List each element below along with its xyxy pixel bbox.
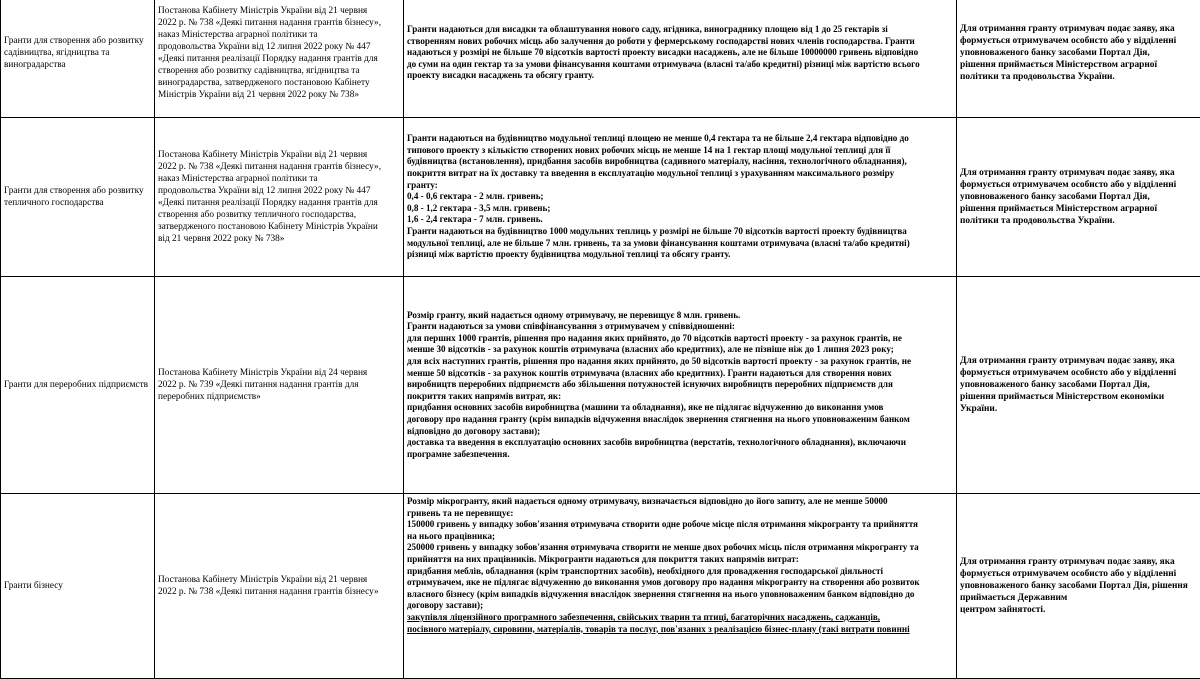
text-line: формується отримувачем особисто або у відділенні (960, 179, 1197, 191)
application-procedure (957, 0, 1200, 118)
text-line: договору про надання гранту (крім випадків відчуження внаслідок звернення стягнення на нього уповноваженим банком (407, 414, 953, 426)
text-line: Для отримання гранту отримувач подає заяву, яка (960, 556, 1197, 568)
text-line: 2022 р. № 739 «Деякі питання надання грантів для (158, 379, 400, 391)
text-line: Гранти надаються на будівництво модульної теплиці площею не менше 0,4 гектара та не більше 2,4 гектара відповідно до (407, 133, 953, 145)
application-procedure (957, 494, 1200, 679)
text-line: відповідно до договору застави); (407, 426, 953, 438)
text-line: для перших 1000 грантів, рішення про надання яких прийнято, до 70 відсотків вартості проекту - за рахунок грантів, не (407, 333, 953, 345)
text-line: модульної теплиці, але не більше 7 млн. гривень, та за умови фінансування коштами отримувача (власні та/або кредитні) (407, 238, 953, 250)
text-line: виноградарства, затвердженого постановою Кабінету (158, 77, 400, 89)
text-line: 2022 р. № 738 «Деякі питання надання грантів бізнесу», (158, 161, 400, 173)
text-line: закупівля ліцензійного програмного забезпечення, свійських тварин та птиці, багаторічних насаджень, саджанців, (407, 612, 953, 624)
text-line: Постанова Кабінету Міністрів України від 21 червня (158, 5, 400, 17)
grant-conditions (404, 0, 957, 118)
grant-name: Гранти для переробних підприємств (1, 277, 155, 494)
table-row (1, 494, 1200, 679)
text-line: 2022 р. № 738 «Деякі питання надання грантів бізнесу», (158, 17, 400, 29)
legal-basis (155, 277, 404, 494)
text-line: Для отримання гранту отримувач подає заяву, яка (960, 167, 1197, 179)
text-line: покриття таких напрямів витрат, як: (407, 391, 953, 403)
text-line: формується отримувачем особисто або у відділенні (960, 568, 1197, 580)
text-line: «Деякі питання реалізації Порядку надання грантів для (158, 197, 400, 209)
text-line: гривень та не перевищує: (407, 508, 953, 520)
text-line: Постанова Кабінету Міністрів України від 21 червня (158, 149, 400, 161)
text-line: Розмір гранту, який надається одному отримувачу, не перевищує 8 млн. гривень. (407, 310, 953, 322)
grant-conditions (404, 494, 957, 679)
text-line: «Деякі питання реалізації Порядку надання грантів для (158, 53, 400, 65)
text-line: продовольства України від 12 липня 2022 року № 447 (158, 41, 400, 53)
text-line: доставка та введення в експлуатацію основних засобів виробництва (верстатів, технологічного обладнання), включаючи (407, 437, 953, 449)
table-row (1, 0, 1200, 118)
grant-name: Гранти для створення або розвитку садівництва, ягідництва та виноградарства (1, 0, 155, 118)
text-line: рішення приймається Міністерством аграрної (960, 203, 1197, 215)
text-line: формується отримувачем особисто або у відділенні (960, 367, 1197, 379)
text-line: Розмір мікрогранту, який надається одному отримувачу, визначається відповідно до його запиту, але не менше 50000 (407, 496, 953, 508)
text-line: гранту: (407, 180, 953, 192)
text-line: уповноваженого банку засобами Портал Дія, (960, 191, 1197, 203)
text-line: створення або розвитку тепличного господарства, (158, 209, 400, 221)
text-line: 250000 гривень у випадку зобов'язання отримувача створити не менше двох робочих місць після отримання мікрогранту та (407, 542, 953, 554)
text-line: Постанова Кабінету Міністрів України від 24 червня (158, 367, 400, 379)
grant-name: Гранти для створення або розвитку тепличного господарства (1, 118, 155, 277)
text-line: для всіх наступних грантів, рішення про надання яких прийнято, до 50 відсотків вартості проекту - за рахунок грантів, не (407, 356, 953, 368)
legal-basis (155, 118, 404, 277)
text-line: Для отримання гранту отримувач подає заяву, яка (960, 23, 1197, 35)
application-procedure (957, 277, 1200, 494)
text-line: програмне забезпечення. (407, 449, 953, 461)
text-line: 1,6 - 2,4 гектара - 7 млн. гривень. (407, 214, 953, 226)
text-line: уповноваженого банку засобами Портал Дія, (960, 47, 1197, 59)
text-line: посівного матеріалу, сировини, матеріалів, товарів та послуг, пов'язаних з реалізацією бізнес-плану (такі витрати повинні (407, 624, 953, 636)
text-line: на нього працівника; (407, 531, 953, 543)
text-line: продовольства України від 12 липня 2022 року № 447 (158, 185, 400, 197)
application-procedure (957, 118, 1200, 277)
text-line: політики та продовольства України. (960, 215, 1197, 227)
text-line: Гранти надаються за умови співфінансування з отримувачем у співвідношенні: (407, 321, 953, 333)
grant-conditions (404, 277, 957, 494)
text-line: створення або розвитку садівництва, ягідництва та (158, 65, 400, 77)
text-line: покриття витрат на їх доставку та введення в експлуатацію модульної теплиці з урахуванням максимального розміру (407, 168, 953, 180)
text-line: менше 30 відсотків - за рахунок коштів отримувача (власних або кредитних), але не пізніше ніж до 1 липня 2023 року; (407, 344, 953, 356)
grant-conditions (404, 118, 957, 277)
text-line: рішення приймається Міністерством економіки (960, 391, 1197, 403)
text-line: наказ Міністерства аграрної політики та (158, 29, 400, 41)
text-line: проекту висадки насаджень та обсягу гранту. (407, 70, 953, 82)
text-line: 2022 р. № 738 «Деякі питання надання грантів бізнесу» (158, 586, 400, 598)
text-line: менше 50 відсотків - за рахунок коштів отримувача (власних або кредитних). Гранти надаються для створення нових (407, 368, 953, 380)
text-line: прийняття на них працівників. Мікрогранти надаються для покриття таких напрямів витрат: (407, 554, 953, 566)
table-row (1, 277, 1200, 494)
text-line: придбання меблів, обладнання (крім транспортних засобів), необхідного для провадження господарської діяльності (407, 566, 953, 578)
text-line: отримувачем, яке не підлягає відчуженню до виконання умов договору про надання мікрогранту на створення або розвиток (407, 577, 953, 589)
text-line: від 21 червня 2022 року № 738» (158, 233, 400, 245)
text-line: договору застави); (407, 600, 953, 612)
text-line: надаються у розмірі не більше 70 відсотків вартості проекту висадки насаджень, але не більше 10000000 гривень відповідно (407, 47, 953, 59)
text-line: створенням нових робочих місць або залучення до роботи у фермерському господарстві нових членів господарства. Гранти (407, 36, 953, 48)
grant-name: Гранти бізнесу (1, 494, 155, 679)
text-line: центром зайнятості. (960, 604, 1197, 616)
text-line: переробних підприємств» (158, 391, 400, 403)
text-line: придбання основних засобів виробництва (машини та обладнання), яке не підлягає відчуженню до виконання умов (407, 402, 953, 414)
text-line: будівництва (встановлення), придбання засобів виробництва (садивного матеріалу, насіння, технологічного обладнання), (407, 156, 953, 168)
legal-basis (155, 494, 404, 679)
text-line: політики та продовольства України. (960, 71, 1197, 83)
text-line: Гранти надаються для висадки та облаштування нового саду, ягідника, винограднику площею від 1 до 25 гектарів зі (407, 24, 953, 36)
text-line: уповноваженого банку засобами Портал Дія, (960, 379, 1197, 391)
text-line: Для отримання гранту отримувач подає заяву, яка (960, 355, 1197, 367)
legal-basis (155, 0, 404, 118)
text-line: затвердженого постановою Кабінету Міністрів України (158, 221, 400, 233)
text-line: типового проекту з кількістю створених нових робочих місць не менше 14 на 1 гектар площі модульної теплиці для її (407, 145, 953, 157)
text-line: 0,8 - 1,2 гектара - 3,5 млн. гривень; (407, 203, 953, 215)
text-line: 150000 гривень у випадку зобов'язання отримувача створити одне робоче місце після отримання мікрогранту та прийняття (407, 519, 953, 531)
text-line: Постанова Кабінету Міністрів України від 21 червня (158, 574, 400, 586)
text-line: 0,4 - 0,6 гектара - 2 млн. гривень; (407, 191, 953, 203)
text-line: наказ Міністерства аграрної політики та (158, 173, 400, 185)
text-line: уповноваженого банку засобами Портал Дія, рішення приймається Державним (960, 580, 1197, 604)
text-line: Міністрів України від 21 червня 2022 року № 738» (158, 89, 400, 101)
text-line: Гранти надаються на будівництво 1000 модульних теплиць у розмірі не більше 70 відсотків вартості проекту будівництва (407, 226, 953, 238)
text-line: України. (960, 403, 1197, 415)
text-line: формується отримувачем особисто або у відділенні (960, 35, 1197, 47)
text-line: різниці між вартістю проекту будівництва модульної теплиці та обсягу гранту. (407, 249, 953, 261)
text-line: виробництв переробних підприємств або збільшення потужностей існуючих виробництв переробних підприємств для (407, 379, 953, 391)
table-row (1, 118, 1200, 277)
text-line: власного бізнесу (крім випадків відчуження внаслідок звернення стягнення на нього уповноваженим банком відповідно до (407, 589, 953, 601)
text-line: рішення приймається Міністерством аграрної (960, 59, 1197, 71)
text-line: до суми на один гектар та за умови фінансування коштами отримувача (власні та/або кредитні) різниці між вартістю всього (407, 59, 953, 71)
